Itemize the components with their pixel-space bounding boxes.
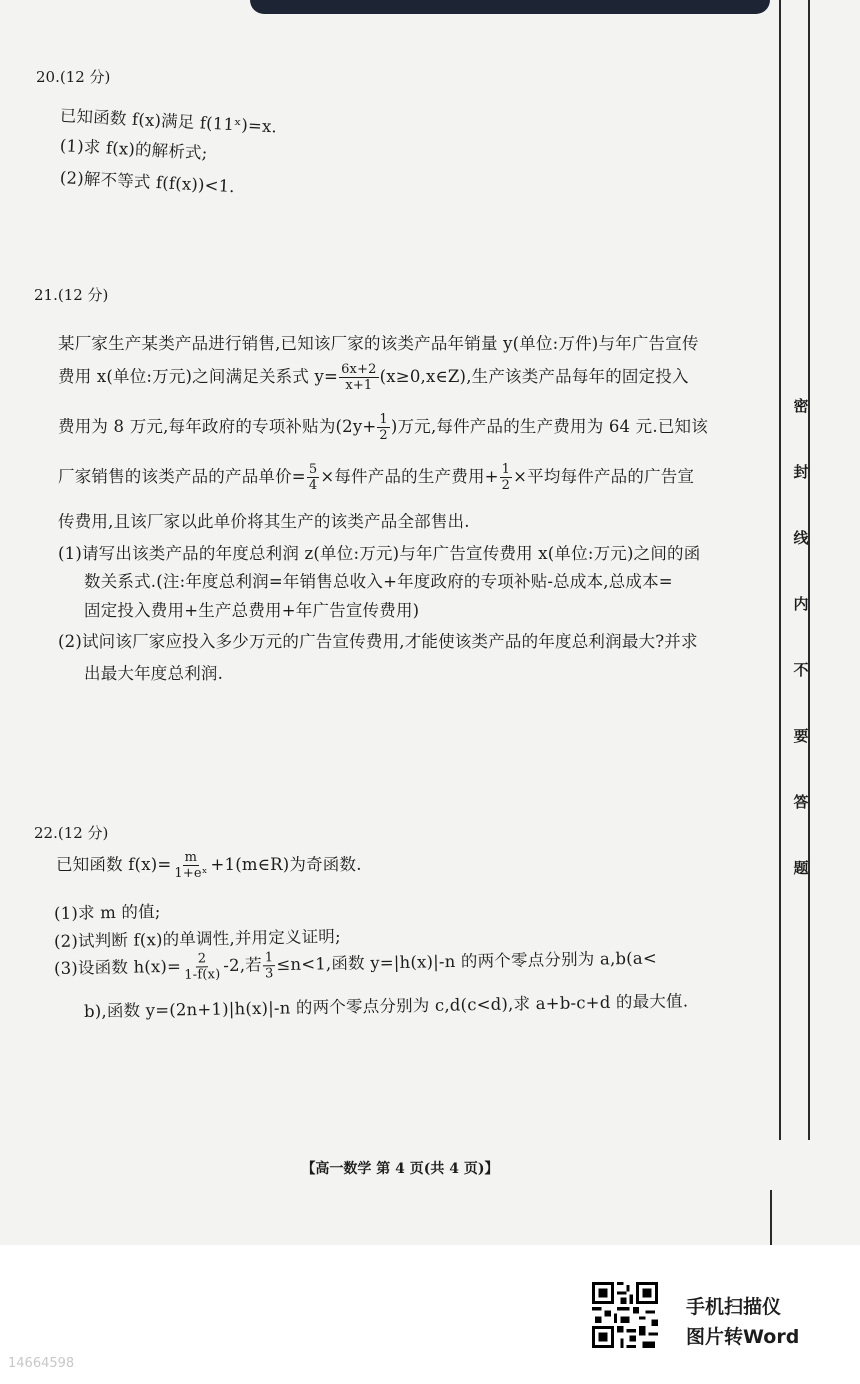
scanner-brand-line1: 手机扫描仪 <box>686 1296 782 1318</box>
text-segment: 费用为 8 万元,每年政府的专项补贴为(2y+ <box>58 417 377 436</box>
denominator: 1+eˣ <box>174 866 208 881</box>
fraction <box>172 850 209 881</box>
question-stem-line <box>58 362 689 393</box>
numerator: 5 <box>308 462 318 477</box>
question-stem-line <box>58 412 708 443</box>
question-number: 20.(12 分) <box>36 68 111 86</box>
denominator: 3 <box>264 966 274 982</box>
seal-char: 密 <box>793 397 809 415</box>
sub-question-1-cont: 数关系式.(注:年度总利润=年销售总收入+年度政府的专项补贴-总成本,总成本= <box>84 572 673 591</box>
text-segment: (3)设函数 h(x)= <box>53 956 182 978</box>
seal-char: 题 <box>793 859 809 877</box>
numerator: 6x+2 <box>341 362 377 377</box>
seal-char: 内 <box>793 595 809 613</box>
denominator: 2 <box>379 428 388 443</box>
watermark-id: 14664598 <box>8 1356 75 1371</box>
fraction <box>500 462 512 493</box>
sub-question-3-cont: b),函数 y=(2n+1)|h(x)|-n 的两个零点分别为 c,d(c<d),求 a+b-c+d 的最大值. <box>83 991 689 1021</box>
text-segment: -2,若 <box>223 955 263 976</box>
seal-char: 线 <box>793 529 809 547</box>
question-number: 22.(12 分) <box>34 824 109 842</box>
seal-char: 封 <box>793 463 809 481</box>
qr-code-icon <box>592 1282 658 1348</box>
text-segment: ×平均每件产品的广告宣 <box>513 467 695 486</box>
denominator: 4 <box>308 478 318 493</box>
page-footer: 【高一数学 第 4 页(共 4 页)】 <box>301 1161 499 1177</box>
fraction <box>377 412 389 443</box>
numerator: 1 <box>263 950 276 966</box>
text-segment: (x≥0,x∈Z),生产该类产品每年的固定投入 <box>379 367 689 386</box>
text-segment: 厂家销售的该类产品的产品单价= <box>58 467 306 486</box>
denominator: 1-f(x) <box>184 967 221 983</box>
fraction <box>307 462 319 493</box>
question-stem: 已知函数 f(x)满足 f(11ˣ)=x. <box>59 106 278 137</box>
denominator: x+1 <box>345 378 373 393</box>
sub-question-1: (1)求 f(x)的解析式; <box>59 136 208 163</box>
fraction <box>182 951 223 983</box>
sub-question-2: (2)试问该厂家应投入多少万元的广告宣传费用,才能使该类产品的年度总利润最大?并求 <box>58 632 698 651</box>
sub-question-1-cont: 固定投入费用+生产总费用+年广告宣传费用) <box>84 601 420 620</box>
text-segment: 已知函数 f(x)= <box>56 855 172 874</box>
text-segment: )万元,每件产品的生产费用为 64 元.已知该 <box>390 417 708 436</box>
question-stem-line: 传费用,且该厂家以此单价将其生产的该类产品全部售出. <box>58 512 470 531</box>
text-segment: ×每件产品的生产费用+ <box>320 467 499 486</box>
numerator: 1 <box>501 462 511 477</box>
question-number: 21.(12 分) <box>34 286 109 304</box>
sub-question-2: (2)解不等式 f(f(x))<1. <box>59 168 236 197</box>
seal-char: 要 <box>793 727 809 745</box>
seal-char: 答 <box>793 793 809 811</box>
sub-question-2-cont: 出最大年度总利润. <box>84 664 224 683</box>
sub-question-2: (2)试判断 f(x)的单调性,并用定义证明; <box>53 926 341 951</box>
numerator: m <box>184 850 198 865</box>
text-segment: 费用 x(单位:万元)之间满足关系式 y= <box>58 367 339 386</box>
scan-shadow <box>250 0 770 14</box>
question-stem-line <box>58 462 694 493</box>
fraction <box>263 950 276 981</box>
sub-question-1: (1)请写出该类产品的年度总利润 z(单位:万元)与年广告宣传费用 x(单位:万元)之间的函 <box>58 544 701 563</box>
seal-line-stub <box>770 1190 772 1245</box>
numerator: 1 <box>379 412 388 427</box>
scanner-brand-line2: 图片转Word <box>686 1326 800 1348</box>
question-stem-line: 某厂家生产某类产品进行销售,已知该厂家的该类产品年销量 y(单位:万件)与年广告宣传 <box>58 334 699 353</box>
question-stem <box>56 850 362 881</box>
denominator: 2 <box>501 478 511 493</box>
seal-notice <box>788 395 814 878</box>
seal-char: 不 <box>793 661 809 679</box>
text-segment: +1(m∈R)为奇函数. <box>210 855 362 874</box>
sub-question-1: (1)求 m 的值; <box>53 902 161 923</box>
numerator: 2 <box>196 951 209 967</box>
text-segment: ≤n<1,函数 y=|h(x)|-n 的两个零点分别为 a,b(a< <box>276 948 658 975</box>
fraction <box>339 362 379 393</box>
seal-line-left <box>779 0 781 1140</box>
